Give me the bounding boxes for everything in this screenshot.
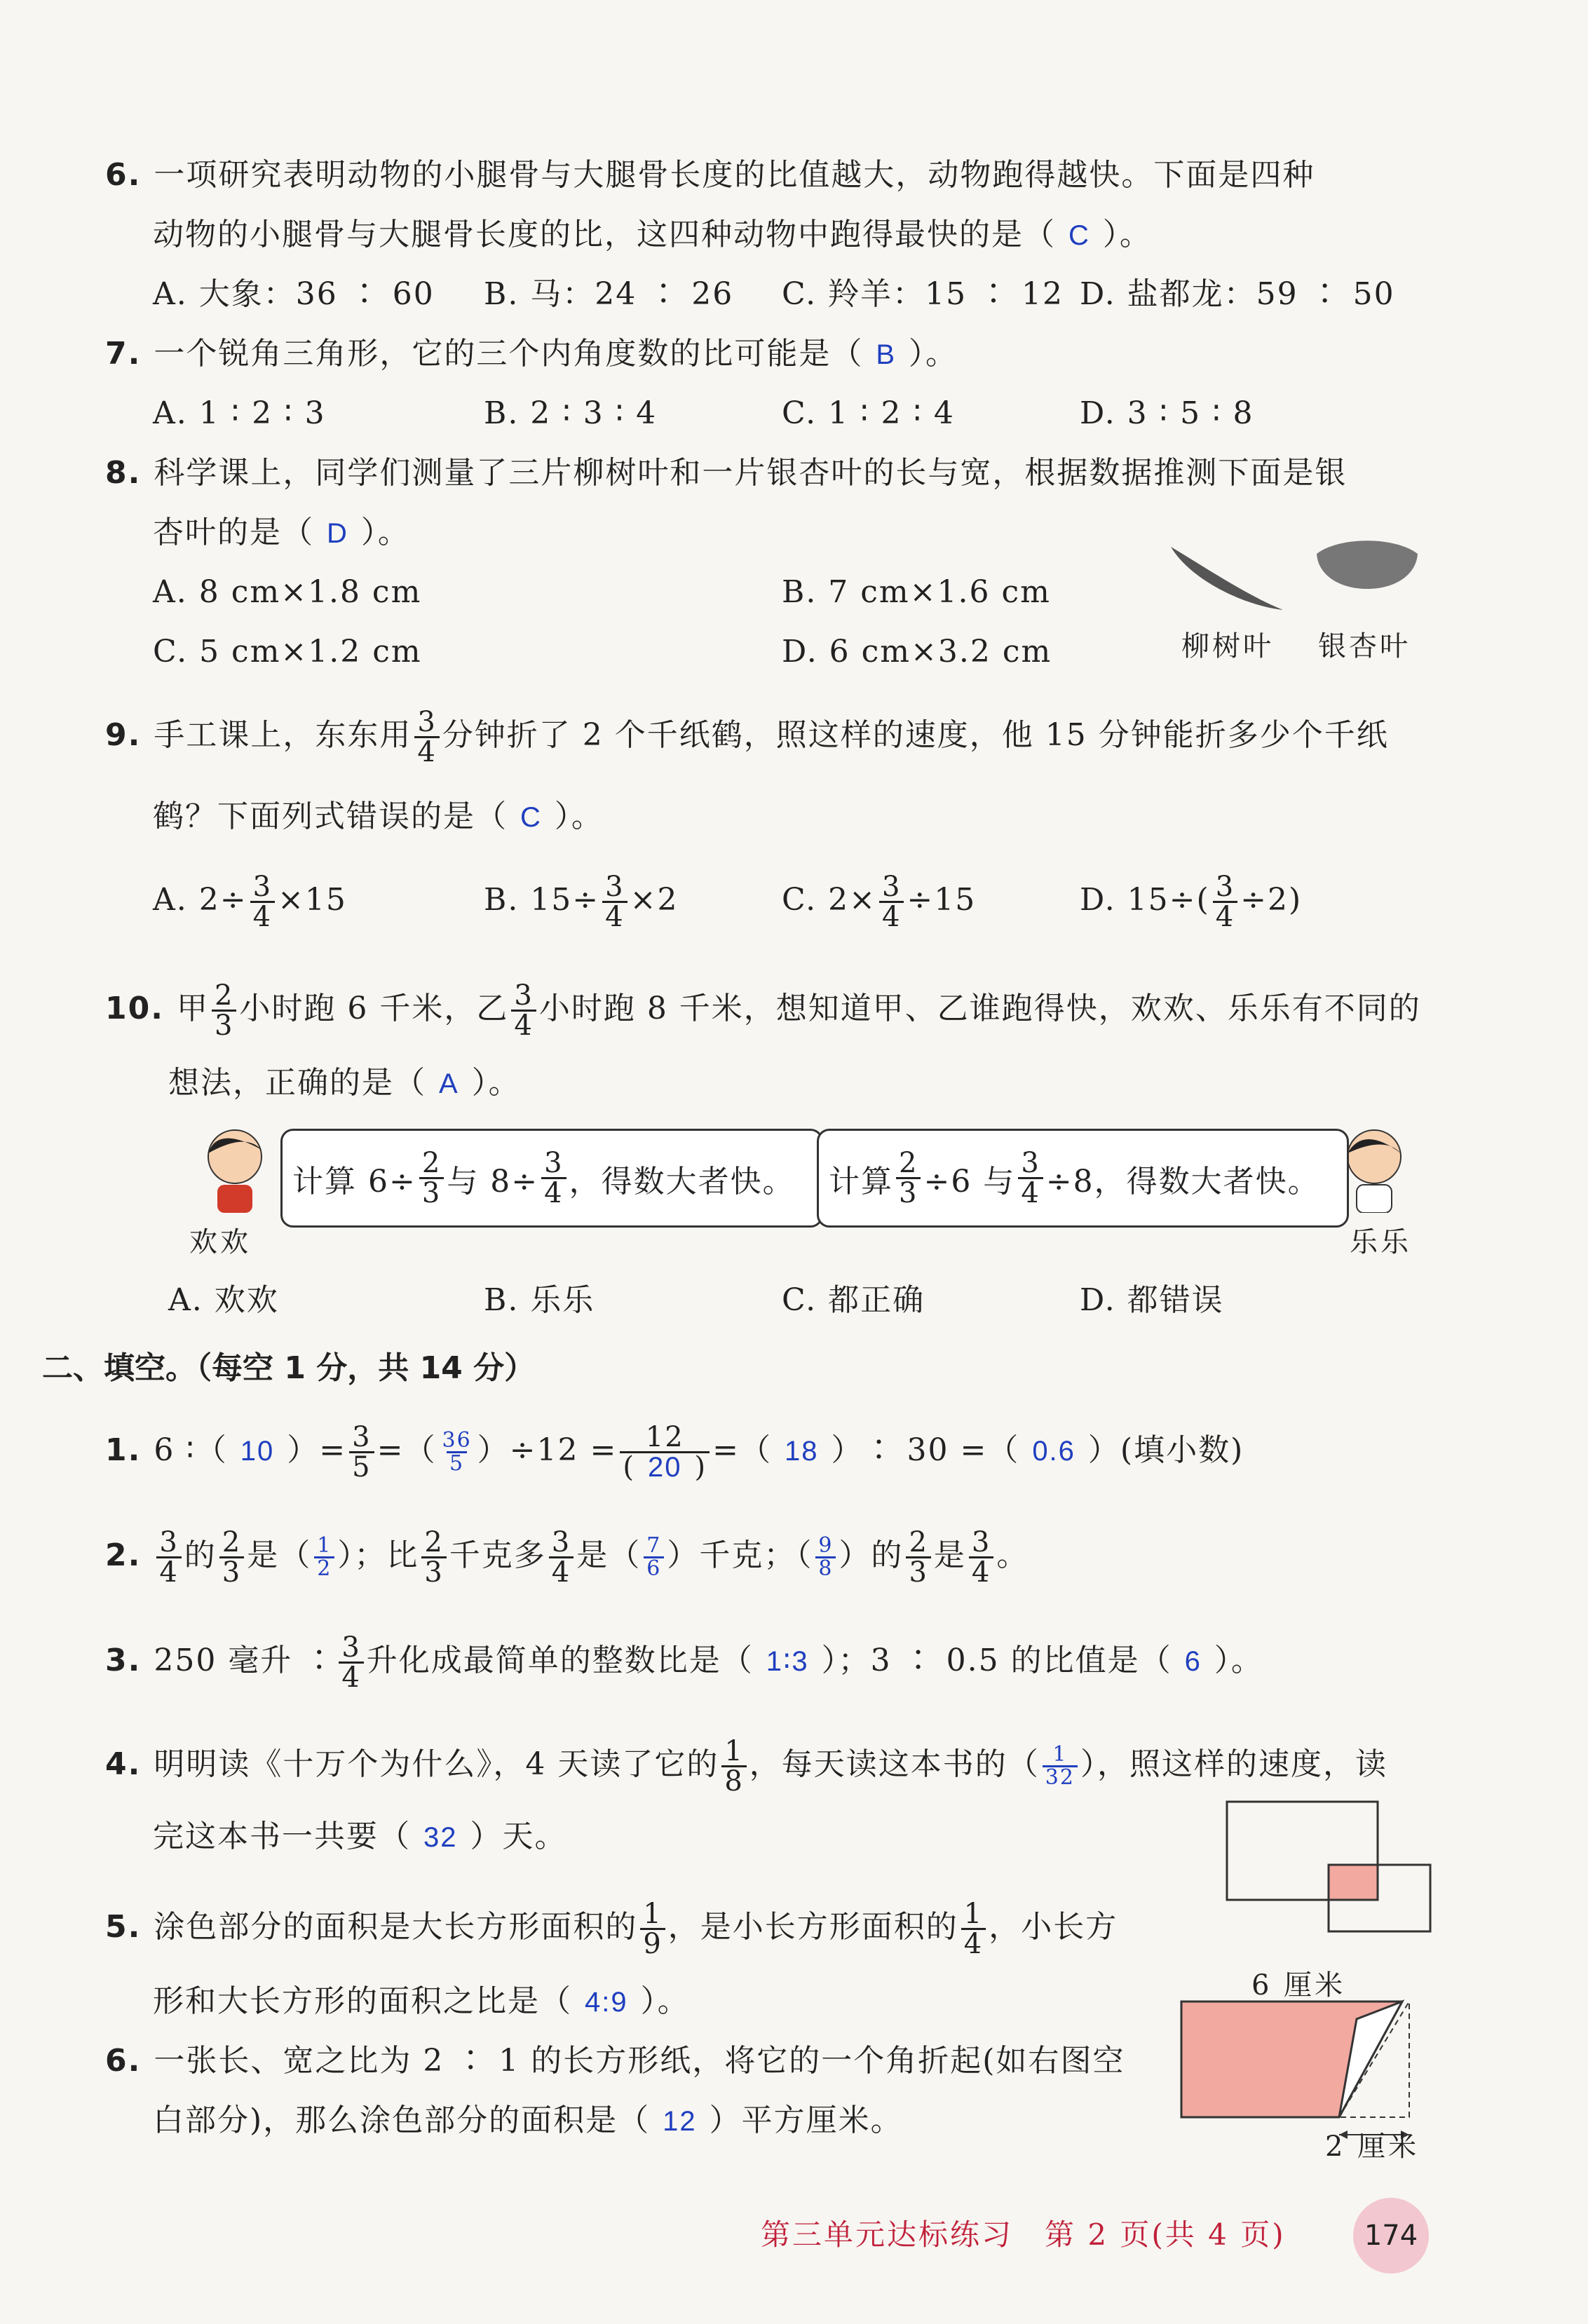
q8-line1 <box>105 452 1347 494</box>
q7-option-a: A. 1 ∶ 2 ∶ 3 <box>153 395 326 431</box>
q8-line2 <box>153 512 410 555</box>
q8-text2: 杏叶的是（ <box>153 515 314 550</box>
q6-option-b: B. 马：24 ∶ 26 <box>484 276 734 312</box>
fill-2-answer-2[interactable]: $\frac{7}{6}$ <box>644 1535 664 1579</box>
q9-option-d: D. 15÷( $\frac{3}{4}$ ÷2) <box>1080 871 1303 933</box>
fill-6-line1: 6. 一张长、宽之比为 2 ∶ 1 的长方形纸，将它的一个角折起(如右图空 <box>105 2043 1125 2079</box>
q7-text-end: ）。 <box>909 336 958 372</box>
q10-answer[interactable]: A <box>439 1068 459 1099</box>
ginkgo-leaf-icon <box>1311 533 1423 617</box>
q10-line1: 10. 甲 $\frac{2}{3}$ 小时跑 6 千米，乙 $\frac{3}{4}$ 小时跑 8 千米，想知道甲、乙谁跑得快，欢欢、乐乐有不同的 <box>105 979 1421 1042</box>
q9-option-b: B. 15÷ $\frac{3}{4}$ ×2 <box>484 871 679 933</box>
q9-text3: 鹤？下面列式错误的是（ <box>153 799 508 834</box>
fill-1-answer-2[interactable]: $\frac{36}{5}$ <box>442 1428 472 1476</box>
q9-text2: 分钟折了 2 个千纸鹤，照这样的速度，他 15 分钟能折多少个千纸 <box>442 717 1389 753</box>
q7-line <box>105 333 958 376</box>
q6-option-c: C. 羚羊：15 ∶ 12 <box>782 276 1064 312</box>
fill-3: 3. 250 毫升 ∶ $\frac{3}{4}$ 升化成最简单的整数比是（ 1∶3 ）；3 ∶ 0.5 的比值是（ 6 ）。 <box>105 1631 1263 1694</box>
q8-text1: 科学课上，同学们测量了三片柳树叶和一片银杏叶的长与宽，根据数据推测下面是银 <box>154 455 1348 491</box>
fill-3-answer-1[interactable]: 1∶3 <box>766 1646 809 1677</box>
q6-option-a: A. 大象：36 ∶ 60 <box>153 276 435 312</box>
q8-option-a: A. 8 cm×1.8 cm <box>153 574 422 610</box>
fold-figure-bottom-label: 2 厘米 <box>1325 2131 1420 2163</box>
huanhuan-avatar <box>196 1122 273 1213</box>
q8-option-d: D. 6 cm×3.2 cm <box>782 634 1052 670</box>
q9-line2 <box>153 796 604 838</box>
huanhuan-name: 欢欢 <box>189 1226 251 1258</box>
willow-label: 柳树叶 <box>1181 630 1274 662</box>
q10-number: 10. <box>105 991 164 1026</box>
q6-option-d: D. 盐都龙：59 ∶ 50 <box>1080 276 1395 312</box>
q8-text3: ）。 <box>360 515 410 550</box>
fill-5-line1: 5. 涂色部分的面积是大长方形面积的 $\frac{1}{9}$ ，是小长方形面积的 $\frac{1}{4}$ ，小长方 <box>105 1898 1118 1960</box>
q7-option-b: B. 2 ∶ 3 ∶ 4 <box>484 395 658 431</box>
q8-answer[interactable]: D <box>327 518 348 549</box>
q10-option-c: C. 都正确 <box>782 1282 925 1318</box>
lele-name: 乐乐 <box>1350 1226 1411 1258</box>
q7-text: 一个锐角三角形，它的三个内角度数的比可能是（ <box>154 336 864 372</box>
fill-2-answer-3[interactable]: $\frac{9}{8}$ <box>815 1535 836 1579</box>
q9-option-c: C. 2× $\frac{3}{4}$ ÷15 <box>782 871 977 933</box>
fill-1-answer-3[interactable]: 20 <box>648 1452 682 1483</box>
q6-text3: ）。 <box>1102 217 1152 252</box>
fold-figure-top-label: 6 厘米 <box>1251 1969 1346 2002</box>
page-number: 174 <box>1353 2198 1429 2274</box>
q10-option-d: D. 都错误 <box>1080 1282 1224 1318</box>
fill-1-answer-5[interactable]: 0.6 <box>1032 1436 1075 1467</box>
q7-number: 7. <box>105 336 142 372</box>
q9-option-a: A. 2÷ $\frac{3}{4}$ ×15 <box>153 871 347 933</box>
q6-number: 6. <box>105 157 142 193</box>
fill-1-answer-1[interactable]: 10 <box>240 1436 275 1467</box>
q6-text2: 动物的小腿骨与大腿骨长度的比，这四种动物中跑得最快的是（ <box>153 217 1056 252</box>
lele-speech-bubble: 计算 $\frac{2}{3}$ ÷6 与 $\frac{3}{4}$ ÷8，得数大者快。 <box>817 1129 1349 1228</box>
q6-line1 <box>105 154 1315 196</box>
fill-4-line2: 完这本书一共要（ 32 ）天。 <box>153 1819 567 1854</box>
q9-text4: ）。 <box>554 799 604 834</box>
q7-option-d: D. 3 ∶ 5 ∶ 8 <box>1080 395 1254 431</box>
fill-5-answer[interactable]: 4:9 <box>585 1987 628 2018</box>
footer-title: 第三单元达标练习 第 2 页(共 4 页) <box>761 2217 1286 2252</box>
fill-1-answer-4[interactable]: 18 <box>784 1436 819 1467</box>
fill-6-line2: 白部分)，那么涂色部分的面积是（ 12 ）平方厘米。 <box>153 2102 903 2138</box>
section-2-heading: 二、填空。（每空 1 分，共 14 分） <box>42 1350 536 1386</box>
q6-answer[interactable]: C <box>1068 220 1090 251</box>
q8-number: 8. <box>105 455 142 491</box>
q10-option-a: A. 欢欢 <box>168 1282 279 1318</box>
q9-fraction: $\frac{3}{4}$ <box>414 708 439 766</box>
q10-line2: 想法，正确的是（ A ）。 <box>168 1065 521 1101</box>
q9-line1 <box>105 708 1389 766</box>
fill-4-answer-1[interactable]: $\frac{1}{32}$ <box>1043 1744 1078 1788</box>
q9-answer[interactable]: C <box>520 802 542 833</box>
q8-option-c: C. 5 cm×1.2 cm <box>153 634 422 670</box>
q7-option-c: C. 1 ∶ 2 ∶ 4 <box>782 395 955 431</box>
overlapping-rectangles-figure <box>1223 1798 1434 1938</box>
q6-line2 <box>153 214 1152 257</box>
q9-number: 9. <box>105 717 142 753</box>
fill-6-answer[interactable]: 12 <box>663 2106 697 2137</box>
fill-4-line1: 4. 明明读《十万个为什么》，4 天读了它的 $\frac{1}{8}$ ，每天读这本书的（ $\frac{1}{32}$ ），照这样的速度，读 <box>105 1735 1387 1798</box>
q10-option-b: B. 乐乐 <box>484 1282 595 1318</box>
fill-2-answer-1[interactable]: $\frac{1}{2}$ <box>314 1535 334 1579</box>
fill-4-answer-2[interactable]: 32 <box>423 1822 458 1853</box>
q8-option-b: B. 7 cm×1.6 cm <box>782 574 1051 610</box>
willow-leaf-icon <box>1164 540 1290 617</box>
fill-3-answer-2[interactable]: 6 <box>1184 1646 1202 1677</box>
q7-answer[interactable]: B <box>876 339 897 370</box>
fill-1: 1. 6 ∶（ 10 ）= $\frac{3}{5}$ =（ $\frac{36}{5}$ ）÷12 = $\frac{12}{( 20 )}$ =（ 18 ）∶ 30 =（ 0.6 ）(填小数) <box>105 1421 1244 1483</box>
fill-2: 2. $\frac{3}{4}$ 的 $\frac{2}{3}$ 是（ $\frac{1}{2}$ ）；比 $\frac{2}{3}$ 千克多 $\frac{3}{4}$ 是（ $\frac{7}{6}$ ）千克；（ $\frac{9}{8}$ ）的 $\frac{2}{3}$ 是 $\frac{3}{4}$ 。 <box>105 1526 1029 1589</box>
q6-text1: 一项研究表明动物的小腿骨与大腿骨长度的比值越大，动物跑得越快。下面是四种 <box>154 157 1315 193</box>
fill-5-line2: 形和大长方形的面积之比是（ 4:9 ）。 <box>153 1983 690 2019</box>
huanhuan-speech-bubble: 计算 6÷ $\frac{2}{3}$ 与 8÷ $\frac{3}{4}$ ，得数大者快。 <box>280 1129 823 1228</box>
q9-text1: 手工课上，东东用 <box>154 717 412 753</box>
ginkgo-label: 银杏叶 <box>1318 630 1411 662</box>
